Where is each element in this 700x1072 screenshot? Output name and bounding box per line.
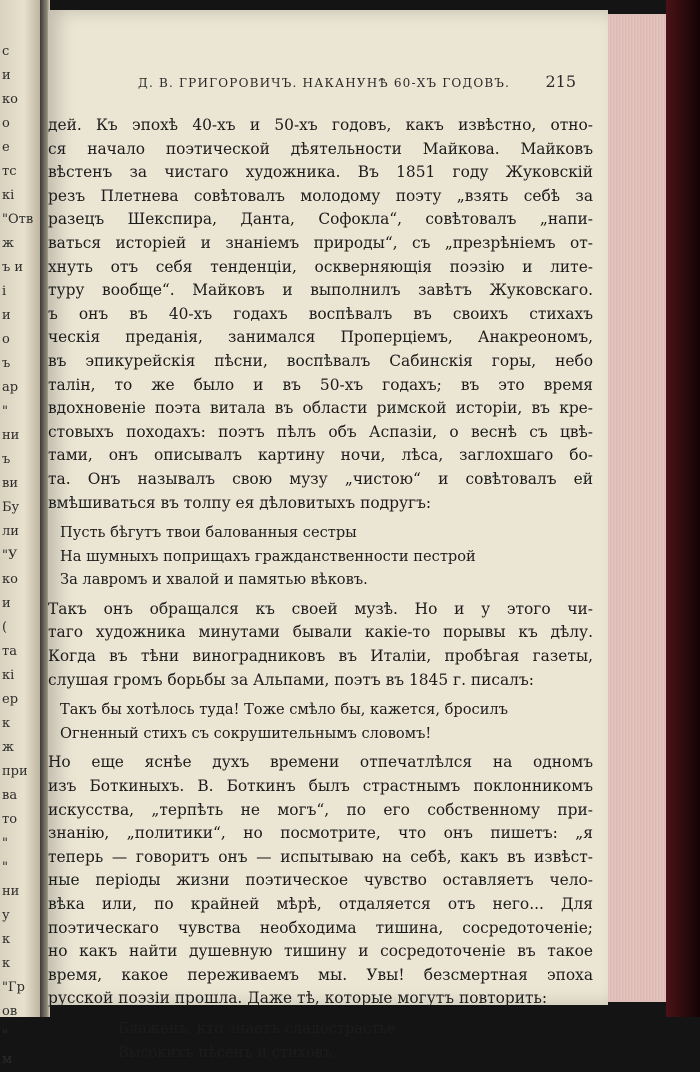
left-fragment: ": [2, 1028, 8, 1043]
text-line: но какъ найти душевную тишину и сосредоточеніе въ такое: [48, 942, 593, 961]
verse-line: Такъ бы хотѣлось туда! Тоже смѣло бы, кажется, бросилъ: [60, 701, 508, 719]
left-fragment: ва: [2, 788, 18, 803]
left-fragment: ар: [2, 380, 19, 395]
text-line: та. Онъ называлъ свою музу „чистою“ и совѣтовалъ ей: [48, 469, 593, 488]
left-fragment: е: [2, 140, 10, 155]
verse-line: Огненный стихъ съ сокрушительнымъ словомъ!: [60, 724, 432, 742]
text-line: дей. Къ эпохѣ 40-хъ и 50-хъ годовъ, какъ извѣстно, отно-: [48, 116, 593, 134]
left-fragment: "Гр: [2, 980, 25, 995]
left-fragment: ни: [2, 884, 20, 899]
left-fragment: ви: [2, 476, 18, 491]
left-fragment: ": [2, 860, 8, 875]
left-fragment: кі: [2, 188, 15, 203]
left-fragment: ко: [2, 572, 18, 587]
text-line: ваться исторіей и знаніемъ природы“, съ „презрѣніемъ от-: [48, 233, 593, 252]
text-line: поэтическаго чувства необходима тишина, сосредоточеніе;: [48, 918, 593, 937]
left-fragment: і: [2, 284, 7, 299]
verse-line: Блаженъ, кто знаетъ сладострастье: [118, 1019, 396, 1037]
left-fragment: к: [2, 716, 11, 731]
text-line: время, какое переживаемъ мы. Увы! безсмертная эпоха: [48, 965, 593, 984]
book-cover-edge: [666, 0, 700, 1017]
left-fragment: Бу: [2, 500, 20, 515]
text-line: вмѣшиваться въ толпу ея дѣловитыхъ подругъ:: [48, 493, 432, 512]
left-fragment: к: [2, 956, 11, 971]
left-fragment: ко: [2, 92, 18, 107]
left-fragment: ни: [2, 428, 20, 443]
text-line: Но еще яснѣе духъ времени отпечатлѣлся на одномъ: [48, 753, 593, 772]
left-fragment: та: [2, 644, 17, 659]
left-fragment: ли: [2, 524, 19, 539]
left-fragment: ж: [2, 236, 14, 251]
left-fragment: "Отв: [2, 212, 34, 227]
verse-line: Пусть бѣгутъ твои балованныя сестры: [60, 524, 357, 542]
text-line: русской поэзіи прошла. Даже тѣ, которые могутъ повторить:: [48, 989, 548, 1008]
left-fragment: ж: [2, 740, 14, 755]
page-edges: [604, 14, 666, 1002]
left-fragment: о: [2, 332, 10, 347]
left-fragment: ов: [2, 1004, 18, 1019]
text-line: разецъ Шекспира, Данта, Софокла“, совѣтовалъ „напи-: [48, 210, 593, 229]
text-line: хнуть отъ себя тенденціи, оскверняющія поэзію и лите-: [48, 257, 593, 276]
left-fragment: при: [2, 764, 28, 779]
text-line: вѣстенъ за чистаго художника. Въ 1851 году Жуковскій: [48, 163, 593, 182]
text-line: слушая громъ борьбы за Альпами, поэтъ въ 1845 г. писалъ:: [48, 670, 534, 689]
text-line: ъ онъ въ 40-хъ годахъ воспѣвалъ въ своихъ стихахъ: [48, 304, 593, 323]
left-fragment: и: [2, 68, 11, 83]
running-head: [88, 72, 588, 94]
left-fragment: тс: [2, 164, 17, 179]
left-fragment: с: [2, 44, 10, 59]
text-line: изъ Боткиныхъ. В. Боткинъ былъ страстнымъ поклонникомъ: [48, 777, 593, 796]
text-line: ные періоды жизни поэтическое чувство оставляетъ чело-: [48, 871, 593, 890]
text-line: Когда въ тѣни виноградниковъ въ Италіи, пробѣгая газеты,: [48, 647, 593, 666]
text-line: вѣка или, по крайней мѣрѣ, отдаляется отъ него... Для: [48, 895, 593, 913]
text-line: тами, онъ описывалъ картину ночи, лѣса, заглохшаго бо-: [48, 446, 593, 465]
text-line: ческія преданія, занимался Проперціемъ, Анакреономъ,: [48, 328, 593, 347]
left-fragment: то: [2, 812, 18, 827]
left-fragment: (: [2, 620, 8, 635]
verse-line: Высокихъ пѣсенъ и стиховъ,: [118, 1043, 337, 1061]
text-line: резъ Плетнева совѣтовалъ молодому поэту „взять себѣ за: [48, 186, 593, 205]
left-fragment: и: [2, 308, 11, 323]
text-line: туру вообще“. Майковъ и выполнилъ завѣтъ Жуковскаго.: [48, 281, 593, 300]
left-fragment: м: [2, 1052, 13, 1067]
text-line: вдохновеніе поэта витала въ области римской исторіи, въ кре-: [48, 399, 593, 418]
left-fragment: и: [2, 596, 11, 611]
book-page: [48, 10, 608, 1061]
left-fragment: ъ и: [2, 260, 24, 275]
left-page-text-fragments: [2, 40, 38, 1072]
left-fragment: ": [2, 836, 8, 851]
left-fragment: о: [2, 116, 10, 131]
left-fragment: ъ: [2, 356, 11, 371]
left-fragment: кі: [2, 668, 15, 683]
text-line: въ эпикурейскія пѣсни, воспѣвалъ Сабинскія горы, небо: [48, 351, 593, 370]
left-fragment: у: [2, 908, 10, 923]
verse-line: За лавромъ и хвалой и памятью вѣковъ.: [60, 571, 368, 589]
text-line: теперь — говоритъ онъ — испытываю на себѣ, какъ въ извѣст-: [48, 847, 593, 866]
left-page-edge: [0, 0, 40, 1067]
text-line: стовыхъ походахъ: поэтъ пѣлъ объ Аспазіи, о веснѣ съ цвѣ-: [48, 422, 593, 441]
left-fragment: "У: [2, 548, 18, 563]
page-body: [48, 114, 593, 1064]
left-fragment: ъ: [2, 452, 11, 467]
running-head-title: Д. В. ГРИГОРОВИЧЪ. НАКАНУНѢ 60-ХЪ ГОДОВЪ.: [138, 76, 511, 90]
text-line: искусства, „терпѣть не могъ“, по его собственному при-: [48, 800, 593, 819]
verse-line: На шумныхъ поприщахъ гражданственности пестрой: [60, 547, 476, 565]
text-line: талін, то же было и въ 50-хъ годахъ; въ это время: [48, 375, 593, 394]
text-line: знанію, „политики“, но посмотрите, что онъ пишетъ: „я: [48, 824, 593, 843]
text-line: таго художника минутами бывали какіе-то порывы къ дѣлу.: [48, 623, 593, 642]
text-line: Такъ онъ обращался къ своей музѣ. Но и у этого чи-: [48, 599, 593, 618]
left-fragment: ": [2, 404, 8, 419]
left-fragment: к: [2, 932, 11, 947]
page-number: 215: [545, 72, 576, 91]
left-fragment: ер: [2, 692, 19, 707]
text-line: ся начало поэтической дѣятельности Майкова. Майковъ: [48, 139, 593, 158]
